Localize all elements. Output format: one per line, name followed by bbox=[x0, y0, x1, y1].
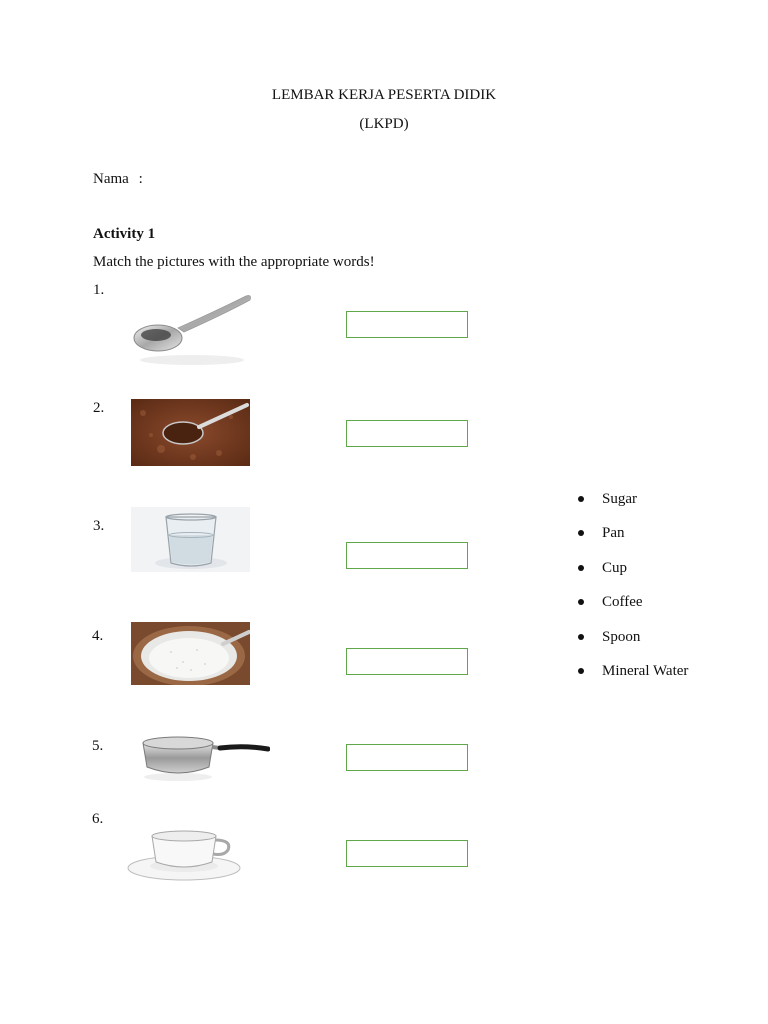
bullet-icon bbox=[578, 530, 584, 536]
item-number: 4. bbox=[92, 628, 104, 644]
glass-of-water-icon bbox=[131, 507, 250, 572]
worksheet-subtitle: (LKPD) bbox=[359, 116, 409, 132]
word-bank-item bbox=[578, 522, 748, 556]
cup-and-saucer-icon bbox=[124, 818, 246, 892]
activity-title: Activity 1 bbox=[93, 226, 156, 242]
activity-instruction: Match the pictures with the appropriate words! bbox=[93, 254, 375, 270]
item-number: 5. bbox=[92, 738, 104, 754]
item-number: 1. bbox=[93, 282, 105, 298]
word-bank-item bbox=[578, 557, 748, 591]
answer-box-6[interactable] bbox=[346, 840, 468, 867]
answer-box-3[interactable] bbox=[346, 542, 468, 569]
word-bank-item bbox=[578, 591, 748, 625]
pan-icon bbox=[140, 715, 270, 803]
word-bank bbox=[578, 488, 748, 694]
word-bank-label: Spoon bbox=[602, 628, 641, 645]
answer-box-2[interactable] bbox=[346, 420, 468, 447]
bullet-icon bbox=[578, 634, 584, 640]
word-bank-item bbox=[578, 488, 748, 522]
word-bank-label: Pan bbox=[602, 525, 625, 542]
word-bank-label: Cup bbox=[602, 559, 628, 576]
bullet-icon bbox=[578, 565, 584, 571]
spoon-icon bbox=[128, 290, 256, 368]
sugar-bowl-icon bbox=[131, 622, 250, 685]
answer-box-4[interactable] bbox=[346, 648, 468, 675]
word-bank-label: Sugar bbox=[602, 491, 637, 507]
word-bank-label: Coffee bbox=[602, 594, 643, 611]
item-number: 3. bbox=[93, 518, 105, 534]
word-bank-label: Mineral Water bbox=[602, 662, 689, 679]
answer-box-5[interactable] bbox=[346, 744, 468, 771]
name-label: Nama bbox=[93, 171, 129, 187]
item-number: 2. bbox=[93, 400, 105, 416]
name-colon: : bbox=[138, 171, 143, 187]
bullet-icon bbox=[578, 668, 584, 674]
name-field-label bbox=[93, 171, 143, 188]
worksheet-title: LEMBAR KERJA PESERTA DIDIK bbox=[271, 87, 497, 103]
coffee-powder-icon bbox=[131, 399, 250, 466]
bullet-icon bbox=[578, 599, 584, 605]
item-number: 6. bbox=[92, 811, 104, 827]
answer-box-1[interactable] bbox=[346, 311, 468, 338]
word-bank-item bbox=[578, 660, 748, 694]
word-bank-item bbox=[578, 626, 748, 660]
bullet-icon bbox=[578, 496, 584, 502]
